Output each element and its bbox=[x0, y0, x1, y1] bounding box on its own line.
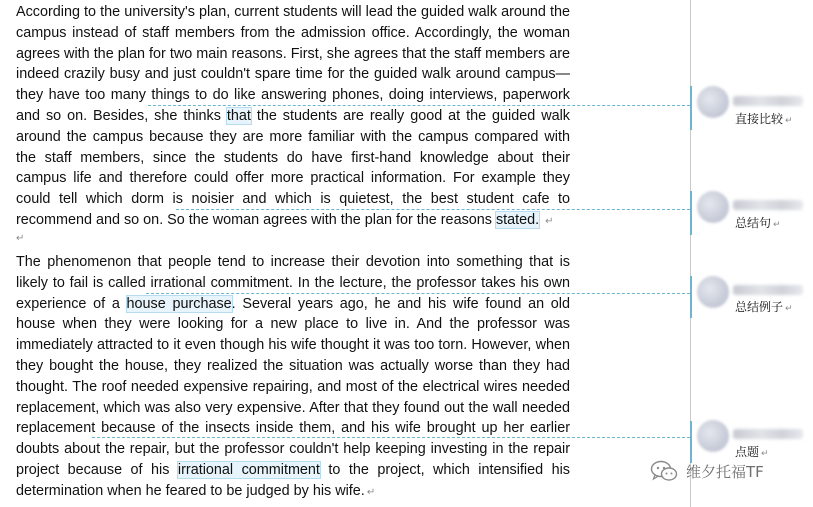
paragraph-2-text-a: The phenomenon that people tend to increase their devotion into something that is likely to fail is called irrational commitment. In the lecture, the professor takes his own experience of a bbox=[16, 254, 570, 312]
paragraph-2-text-c: to the project, which intensified his determination when he feared to be judged by his wife. bbox=[16, 461, 570, 499]
empty-paragraph-mark: ↵ bbox=[16, 233, 25, 244]
comment-connector-1 bbox=[148, 105, 690, 106]
comment-1[interactable] bbox=[735, 110, 793, 127]
comment-text: 总结句 bbox=[735, 216, 772, 230]
comment-bar-2 bbox=[690, 191, 692, 235]
comment-2[interactable] bbox=[735, 214, 781, 231]
comment-bar-1 bbox=[690, 86, 692, 130]
paragraph-2-text-b: . Several years ago, he and his wife found an old house when they were looking for a new place to live in. And the professor was immediately attracted to it even though his wife thought it was too torn. However, when they bought the house, they realized the situation was actually worse than they had thought. The roof needed expensive repairing, and most of the electrical wires needed replacement, which was also very expensive. After that they found out the wall needed replacement because of the insects inside them, and his wife brought up her earlier doubts about the repair, but the professor couldn't help keeping investing in the repair project because of his bbox=[16, 295, 570, 478]
comment-author-blurred bbox=[733, 200, 803, 210]
paragraph-1[interactable] bbox=[16, 2, 570, 233]
comment-text: 总结例子 bbox=[735, 300, 784, 314]
paragraph-1-text-b: the students are really good at the guided walk around the campus because they are more familiar with the campus compared with the staff members, since the students do have first-hand knowledge about their campus life and therefore could offer more practical information. For example they could tell which dorm is noisier and which is quietest, the best student cafe to recommend and so on. So the woman agrees with the plan for the reasons bbox=[16, 107, 570, 228]
avatar bbox=[697, 276, 729, 308]
comment-anchor-that[interactable]: that bbox=[226, 107, 251, 124]
comment-bar-4 bbox=[690, 421, 692, 463]
comment-author-blurred bbox=[733, 429, 803, 439]
comment-text: 点题 bbox=[735, 445, 760, 459]
comment-connector-2 bbox=[176, 209, 690, 210]
comment-text: 直接比较 bbox=[735, 112, 784, 126]
watermark bbox=[650, 458, 764, 484]
paragraph-2[interactable] bbox=[16, 252, 570, 504]
comment-author-blurred bbox=[733, 96, 803, 106]
avatar bbox=[697, 420, 729, 452]
paragraph-mark: ↵ bbox=[545, 215, 554, 227]
comment-anchor-irrational-commitment[interactable]: irrational commitment bbox=[177, 461, 320, 478]
avatar bbox=[697, 86, 729, 118]
paragraph-mark: ↵ bbox=[761, 449, 769, 459]
paragraph-mark: ↵ bbox=[785, 304, 793, 314]
comment-anchor-stated[interactable]: stated. bbox=[495, 211, 540, 228]
comment-connector-3 bbox=[146, 293, 690, 294]
avatar bbox=[697, 191, 729, 223]
paragraph-mark: ↵ bbox=[366, 486, 376, 498]
comment-bar-3 bbox=[690, 276, 692, 318]
comment-author-blurred bbox=[733, 285, 803, 295]
comment-connector-4 bbox=[92, 437, 690, 438]
wechat-icon bbox=[650, 460, 678, 482]
paragraph-1-text-a: According to the university's plan, current students will lead the guided walk around the campus instead of staff members from the admission office. Accordingly, the woman agrees with the plan for two main reasons. First, she agrees that the staff members are indeed crazily busy and just couldn't spare time for the guided walk around campus—they have too many things to do like answering phones, doing interviews, paperwork and so on. Besides, she thinks bbox=[16, 4, 570, 124]
comment-3[interactable] bbox=[735, 298, 793, 315]
comment-anchor-house-purchase[interactable]: house purchase bbox=[126, 295, 232, 312]
paragraph-mark: ↵ bbox=[773, 220, 781, 230]
paragraph-mark: ↵ bbox=[785, 116, 793, 126]
watermark-text: 维夕托福TF bbox=[686, 462, 764, 481]
